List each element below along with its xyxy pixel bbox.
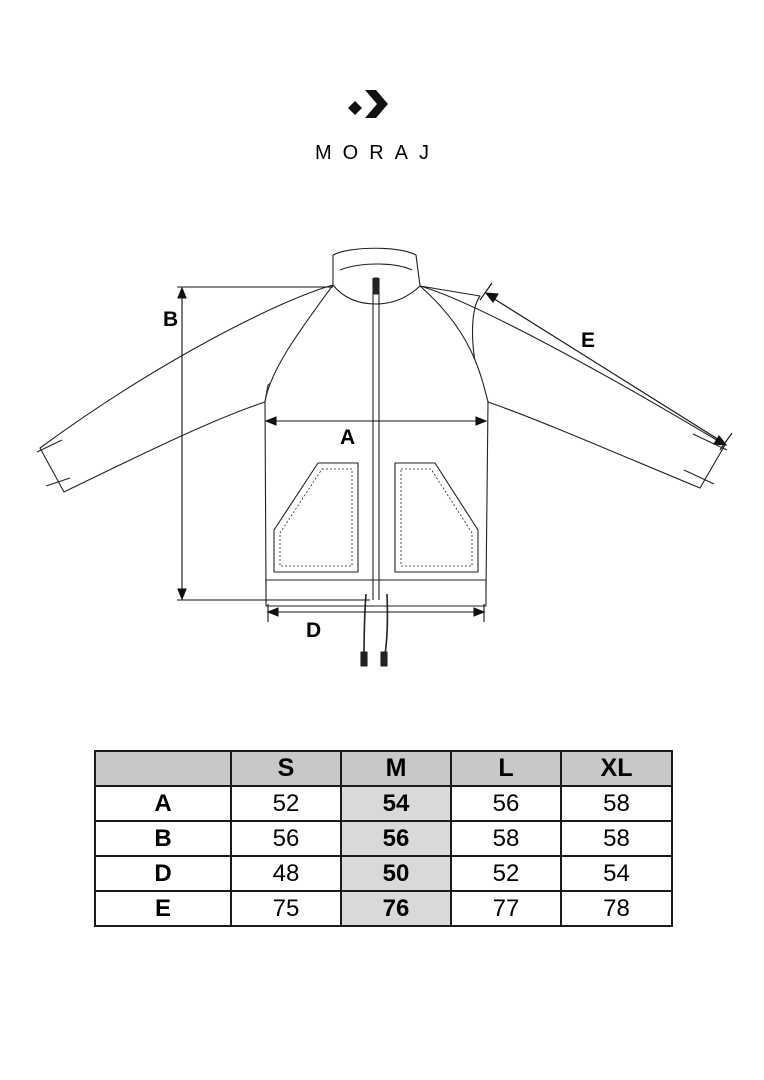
row-label: A [95,786,231,821]
table-row [95,786,672,821]
table-cell: 75 [231,891,341,926]
size-table [94,750,673,927]
table-cell: 58 [451,821,561,856]
table-header-row [95,751,672,786]
row-label: E [95,891,231,926]
table-cell: 56 [231,821,341,856]
table-row [95,856,672,891]
dimension-label-e: E [581,329,596,352]
table-cell: 56 [451,786,561,821]
table-cell: 78 [561,891,672,926]
header-cell-empty [95,751,231,786]
brand-name: MORAJ [315,142,440,164]
row-label: B [95,821,231,856]
table-row [95,891,672,926]
header-cell-s: S [231,751,341,786]
header-cell-m: M [341,751,451,786]
row-label: D [95,856,231,891]
table-cell-highlight: 54 [341,786,451,821]
collar [333,248,420,304]
table-cell: 77 [451,891,561,926]
table-row [95,821,672,856]
table-cell: 52 [451,856,561,891]
table-cell-highlight: 50 [341,856,451,891]
dimension-label-d: D [306,619,322,642]
header-cell-xl: XL [561,751,672,786]
table-cell: 54 [561,856,672,891]
waistband [266,580,486,606]
table-cell: 58 [561,821,672,856]
table-cell-highlight: 56 [341,821,451,856]
table-cell: 48 [231,856,341,891]
table-cell: 58 [561,786,672,821]
table-cell: 52 [231,786,341,821]
header-cell-l: L [451,751,561,786]
dimension-label-b: B [163,308,179,331]
dimension-label-a: A [340,426,356,449]
table-cell-highlight: 76 [341,891,451,926]
